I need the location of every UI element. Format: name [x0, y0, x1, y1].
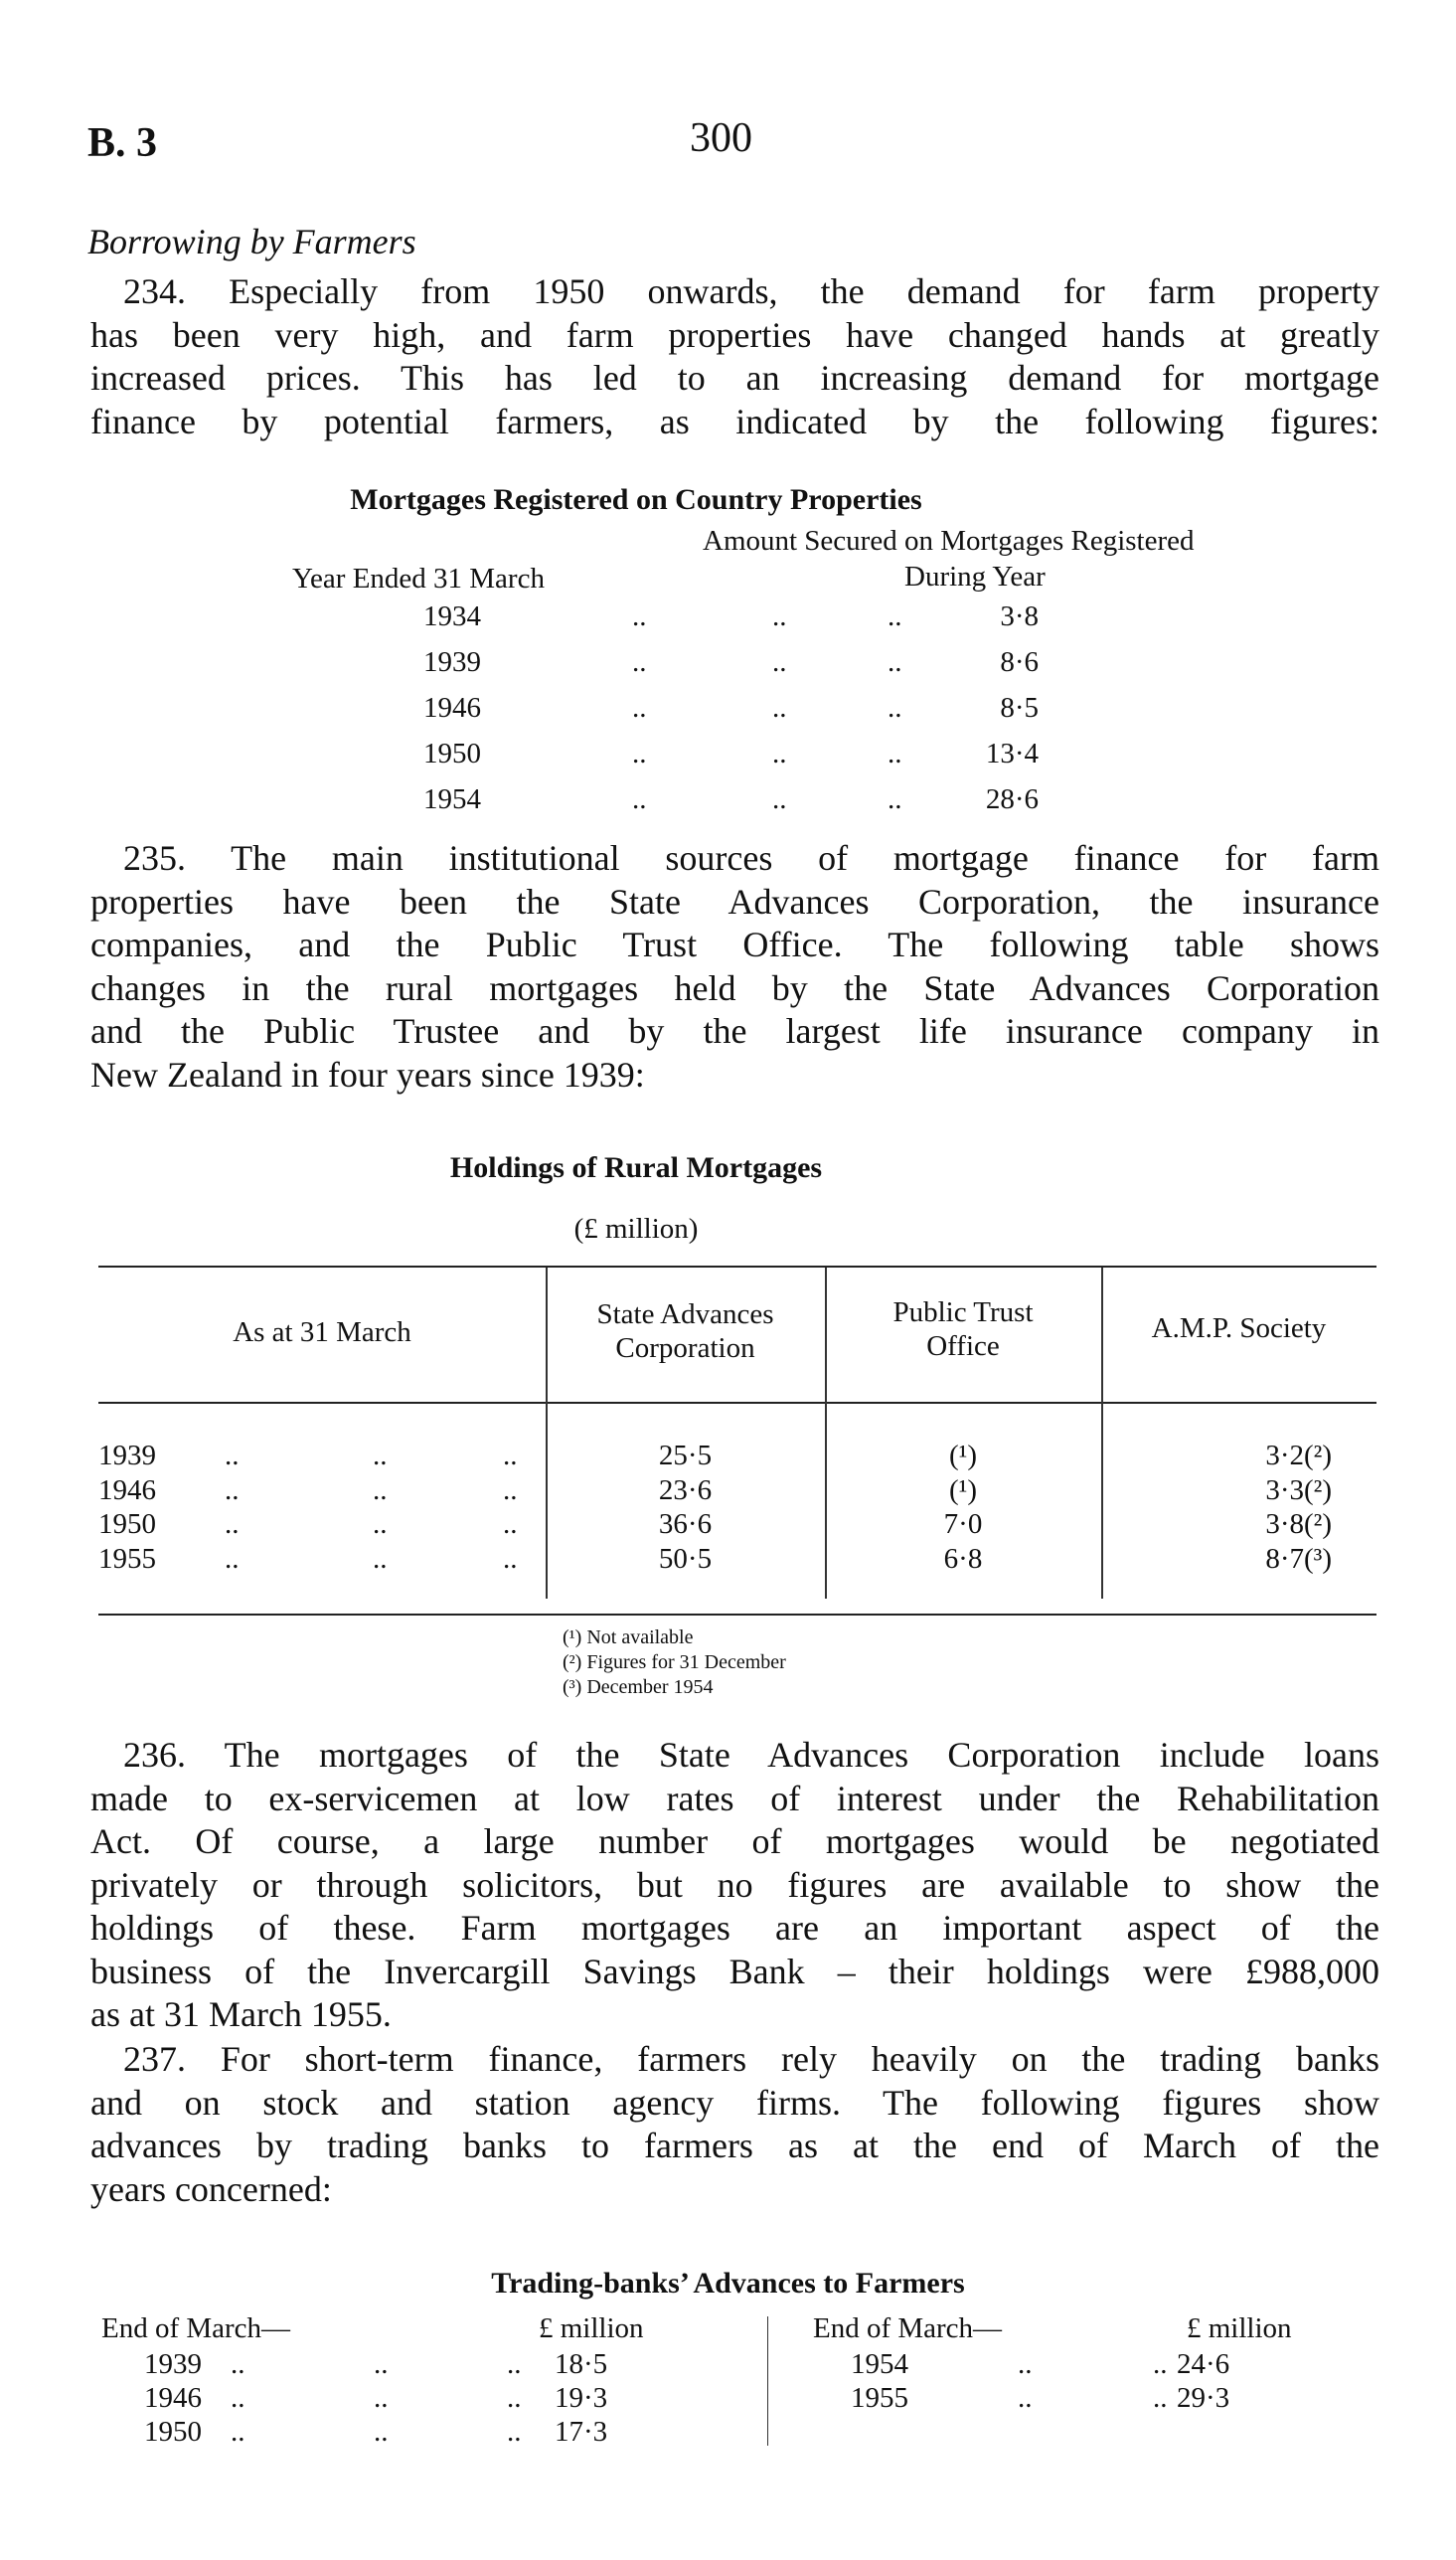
leader-dots: .. — [225, 1508, 240, 1540]
leader-dots: .. — [231, 2416, 245, 2448]
row-value: 17·3 — [555, 2416, 608, 2448]
paragraph-234 — [90, 270, 1379, 443]
row-year: 1946 — [144, 2382, 202, 2414]
leader-dots: .. — [772, 783, 787, 815]
paragraph-line: as at 31 March 1955. — [90, 1994, 392, 2034]
leader-dots: .. — [225, 1473, 240, 1506]
leader-dots: .. — [225, 1542, 240, 1575]
paragraph-line: Act. Of course, a large number of mortgages would be negotiated — [90, 1821, 1379, 1861]
paragraph-line: increased prices. This has led to an increasing demand for mortgage — [90, 358, 1379, 398]
row-year: 1946 — [423, 692, 481, 724]
leader-dots: .. — [373, 1542, 388, 1575]
public-trust-value: (¹) — [948, 1473, 977, 1506]
leader-dots: .. — [772, 646, 787, 678]
header-rule — [98, 1402, 1376, 1404]
paragraph-line: and the Public Trustee and by the largest life insurance company in — [90, 1011, 1379, 1051]
leader-dots: .. — [231, 2348, 245, 2380]
column-header: Corporation — [615, 1332, 755, 1364]
row-year: 1950 — [423, 738, 481, 769]
column-header: Office — [926, 1330, 1000, 1362]
public-trust-value: (¹) — [948, 1440, 977, 1471]
leader-dots: .. — [1018, 2348, 1033, 2380]
leader-dots: .. — [888, 783, 902, 815]
row-value: 24·6 — [1177, 2348, 1230, 2380]
column-header: End of March— — [813, 2312, 1003, 2344]
paragraph-line: companies, and the Public Trust Office. The following table shows — [90, 925, 1379, 964]
amp-society-value: 3·8(²) — [1265, 1508, 1332, 1540]
table-title: Trading-banks’ Advances to Farmers — [491, 2267, 965, 2300]
leader-dots: .. — [632, 738, 647, 769]
row-value: 13·4 — [985, 738, 1039, 769]
paragraph-line: advances by trading banks to farmers as at the end of March of the — [90, 2126, 1379, 2165]
leader-dots: .. — [503, 1473, 518, 1506]
leader-dots: .. — [503, 1440, 518, 1471]
leader-dots: .. — [373, 1473, 388, 1506]
column-divider — [767, 2316, 768, 2446]
row-year: 1955 — [98, 1542, 156, 1575]
paragraph-line: 237. For short-term finance, farmers rely heavily on the trading banks — [123, 2039, 1379, 2079]
row-year: 1939 — [423, 646, 481, 678]
paragraph-line: 235. The main institutional sources of mortgage finance for farm — [123, 838, 1379, 878]
leader-dots: .. — [632, 692, 647, 724]
paragraph-line: privately or through solicitors, but no figures are available to show the — [90, 1864, 1379, 1905]
leader-dots: .. — [374, 2416, 389, 2448]
leader-dots: .. — [888, 646, 902, 678]
public-trust-value: 6·8 — [943, 1542, 983, 1575]
row-year: 1939 — [144, 2348, 202, 2380]
table-unit: (£ million) — [573, 1213, 699, 1245]
leader-dots: .. — [374, 2382, 389, 2414]
page-number: 300 — [690, 115, 752, 161]
amp-society-value: 3·3(²) — [1265, 1473, 1332, 1506]
row-value: 8·6 — [1000, 646, 1039, 678]
state-advances-value: 23·6 — [658, 1473, 713, 1506]
section-heading: Borrowing by Farmers — [87, 222, 416, 261]
column-header: £ million — [1187, 2312, 1292, 2344]
paragraph-line: 234. Especially from 1950 onwards, the demand for farm property — [123, 271, 1379, 311]
paragraph-line: New Zealand in four years since 1939: — [90, 1054, 645, 1095]
leader-dots: .. — [373, 1440, 388, 1471]
paragraph-line: has been very high, and farm properties have changed hands at greatly — [90, 314, 1379, 355]
row-value: 18·5 — [555, 2348, 608, 2380]
leader-dots: .. — [225, 1440, 240, 1471]
state-advances-value: 36·6 — [658, 1508, 713, 1540]
row-year: 1954 — [423, 783, 481, 815]
column-header: A.M.P. Society — [1151, 1312, 1327, 1344]
paragraph-line: years concerned: — [90, 2168, 332, 2209]
public-trust-value: 7·0 — [943, 1508, 983, 1540]
column-header: State Advances — [596, 1298, 774, 1330]
row-year: 1955 — [851, 2382, 908, 2414]
amp-society-value: 8·7(³) — [1265, 1542, 1332, 1575]
section-label: B. 3 — [87, 120, 158, 166]
state-advances-value: 25·5 — [658, 1440, 713, 1471]
leader-dots: .. — [503, 1542, 518, 1575]
column-header: As at 31 March — [233, 1316, 411, 1348]
leader-dots: .. — [231, 2382, 245, 2414]
table-title: Holdings of Rural Mortgages — [449, 1151, 823, 1184]
leader-dots: .. — [888, 738, 902, 769]
row-value: 3·8 — [1000, 600, 1039, 632]
paragraph-line: and on stock and station agency firms. The following figures show — [90, 2082, 1379, 2123]
table-title: Mortgages Registered on Country Properties — [350, 483, 922, 516]
leader-dots: .. — [507, 2348, 522, 2380]
leader-dots: .. — [888, 600, 902, 632]
leader-dots: .. — [632, 646, 647, 678]
row-year: 1946 — [98, 1473, 156, 1506]
footnote: (²) Figures for 31 December — [563, 1651, 786, 1673]
row-value: 29·3 — [1177, 2382, 1230, 2414]
paragraph-line: business of the Invercargill Savings Bank – their holdings were £988,000 — [90, 1951, 1379, 1991]
leader-dots: .. — [888, 692, 902, 724]
amp-society-value: 3·2(²) — [1265, 1440, 1332, 1471]
table-bottom-rule — [98, 1614, 1376, 1616]
leader-dots: .. — [772, 692, 787, 724]
column-header: During Year — [904, 561, 1046, 593]
paragraph-line: properties have been the State Advances Corporation, the insurance — [90, 881, 1379, 922]
leader-dots: .. — [1153, 2382, 1168, 2414]
row-year: 1934 — [423, 600, 481, 632]
leader-dots: .. — [1018, 2382, 1033, 2414]
paragraph-line: changes in the rural mortgages held by the State Advances Corporation — [90, 967, 1379, 1008]
footnote: (³) December 1954 — [563, 1676, 714, 1698]
leader-dots: .. — [1153, 2348, 1168, 2380]
leader-dots: .. — [374, 2348, 389, 2380]
paragraph-237 — [90, 2038, 1379, 2211]
state-advances-value: 50·5 — [658, 1542, 713, 1575]
paragraph-236 — [90, 1734, 1379, 2037]
leader-dots: .. — [507, 2416, 522, 2448]
footnote: (¹) Not available — [563, 1626, 694, 1648]
table-top-rule — [98, 1266, 1376, 1268]
leader-dots: .. — [507, 2382, 522, 2414]
row-value: 28·6 — [985, 783, 1039, 815]
column-header: £ million — [539, 2312, 644, 2344]
column-header: End of March— — [101, 2312, 291, 2344]
leader-dots: .. — [772, 600, 787, 632]
row-year: 1954 — [851, 2348, 908, 2380]
paragraph-235 — [90, 837, 1379, 1097]
leader-dots: .. — [373, 1508, 388, 1540]
row-value: 19·3 — [555, 2382, 608, 2414]
paragraph-line: made to ex-servicemen at low rates of interest under the Rehabilitation — [90, 1778, 1379, 1818]
paragraph-line: holdings of these. Farm mortgages are an important aspect of the — [90, 1908, 1379, 1948]
leader-dots: .. — [772, 738, 787, 769]
column-header: Year Ended 31 March — [292, 563, 545, 595]
row-year: 1950 — [144, 2416, 202, 2448]
row-year: 1950 — [98, 1508, 156, 1540]
leader-dots: .. — [503, 1508, 518, 1540]
leader-dots: .. — [632, 600, 647, 632]
paragraph-line: 236. The mortgages of the State Advances Corporation include loans — [123, 1735, 1379, 1775]
column-header: Amount Secured on Mortgages Registered — [703, 525, 1195, 557]
row-value: 8·5 — [1000, 692, 1039, 724]
row-year: 1939 — [98, 1440, 156, 1471]
leader-dots: .. — [632, 783, 647, 815]
column-header: Public Trust — [892, 1296, 1034, 1328]
paragraph-line: finance by potential farmers, as indicated by the following figures: — [90, 401, 1379, 441]
